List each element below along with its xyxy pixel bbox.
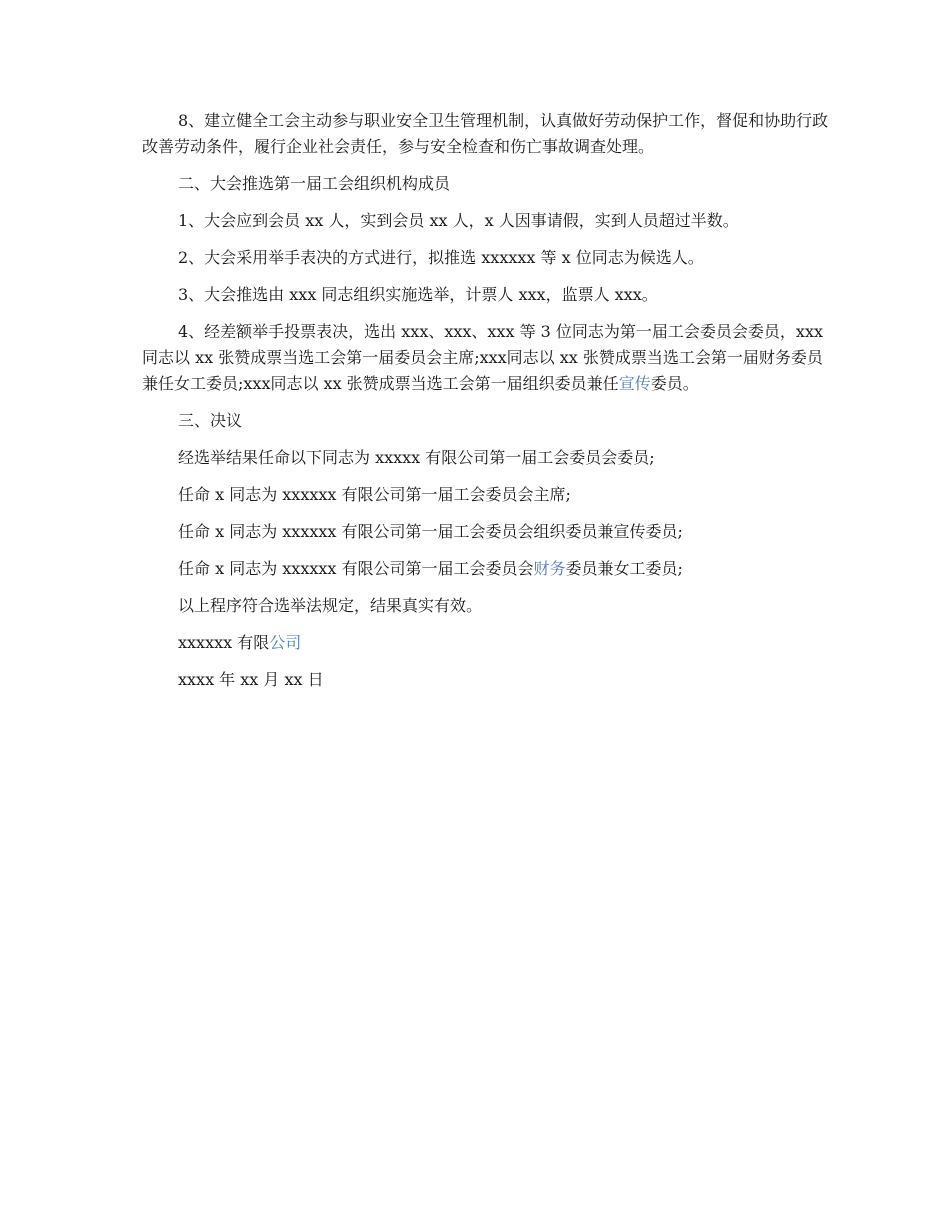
resolution-finance-text: 任命 x 同志为 xxxxxx 有限公司第一届工会委员会 bbox=[178, 559, 534, 578]
paragraph-item-4-tail: 委员。 bbox=[650, 374, 699, 393]
link-finance[interactable]: 财务 bbox=[533, 559, 566, 578]
paragraph-item-4 bbox=[142, 319, 832, 397]
link-publicity[interactable]: 宣传 bbox=[618, 374, 651, 393]
validity-statement: 以上程序符合选举法规定，结果真实有效。 bbox=[178, 596, 483, 615]
paragraph-item-2: 2、大会采用举手表决的方式进行，拟推选 xxxxxx 等 x 位同志为候选人。 bbox=[178, 248, 704, 267]
company-name-text: xxxxxx 有限 bbox=[178, 633, 270, 652]
document-date: xxxx 年 xx 月 xx 日 bbox=[178, 670, 324, 689]
paragraph-item-1: 1、大会应到会员 xx 人，实到会员 xx 人，x 人因事请假，实到人员超过半数。 bbox=[178, 211, 739, 230]
resolution-finance bbox=[142, 556, 832, 582]
section-heading-2: 二、大会推选第一届工会组织机构成员 bbox=[178, 174, 451, 193]
paragraph-clause-8: 8、建立健全工会主动参与职业安全卫生管理机制，认真做好劳动保护工作，督促和协助行政改善劳动条件，履行企业社会责任，参与安全检查和伤亡事故调查处理。 bbox=[142, 111, 829, 156]
link-company[interactable]: 公司 bbox=[269, 633, 302, 652]
company-signature bbox=[142, 630, 832, 656]
paragraph-item-4-text: 4、经差额举手投票表决，选出 xxx、xxx、xxx 等 3 位同志为第一届工会委员会委员，xxx 同志以 xx 张赞成票当选工会第一届委员会主席;xxx同志以 xx 张赞成票当选工会第一届财务委员兼任女工委员;xxx同志以 xx 张赞成票当选工会第一届组织委员兼任 bbox=[142, 322, 823, 393]
resolution-organization: 任命 x 同志为 xxxxxx 有限公司第一届工会委员会组织委员兼宣传委员; bbox=[178, 522, 683, 541]
document-body bbox=[142, 108, 832, 693]
paragraph-item-3: 3、大会推选由 xxx 同志组织实施选举，计票人 xxx，监票人 xxx。 bbox=[178, 285, 658, 304]
section-heading-3: 三、决议 bbox=[178, 411, 243, 430]
resolution-finance-tail: 委员兼女工委员; bbox=[565, 559, 683, 578]
resolution-chair: 任命 x 同志为 xxxxxx 有限公司第一届工会委员会主席; bbox=[178, 485, 571, 504]
resolution-intro: 经选举结果任命以下同志为 xxxxx 有限公司第一届工会委员会委员; bbox=[178, 448, 655, 467]
